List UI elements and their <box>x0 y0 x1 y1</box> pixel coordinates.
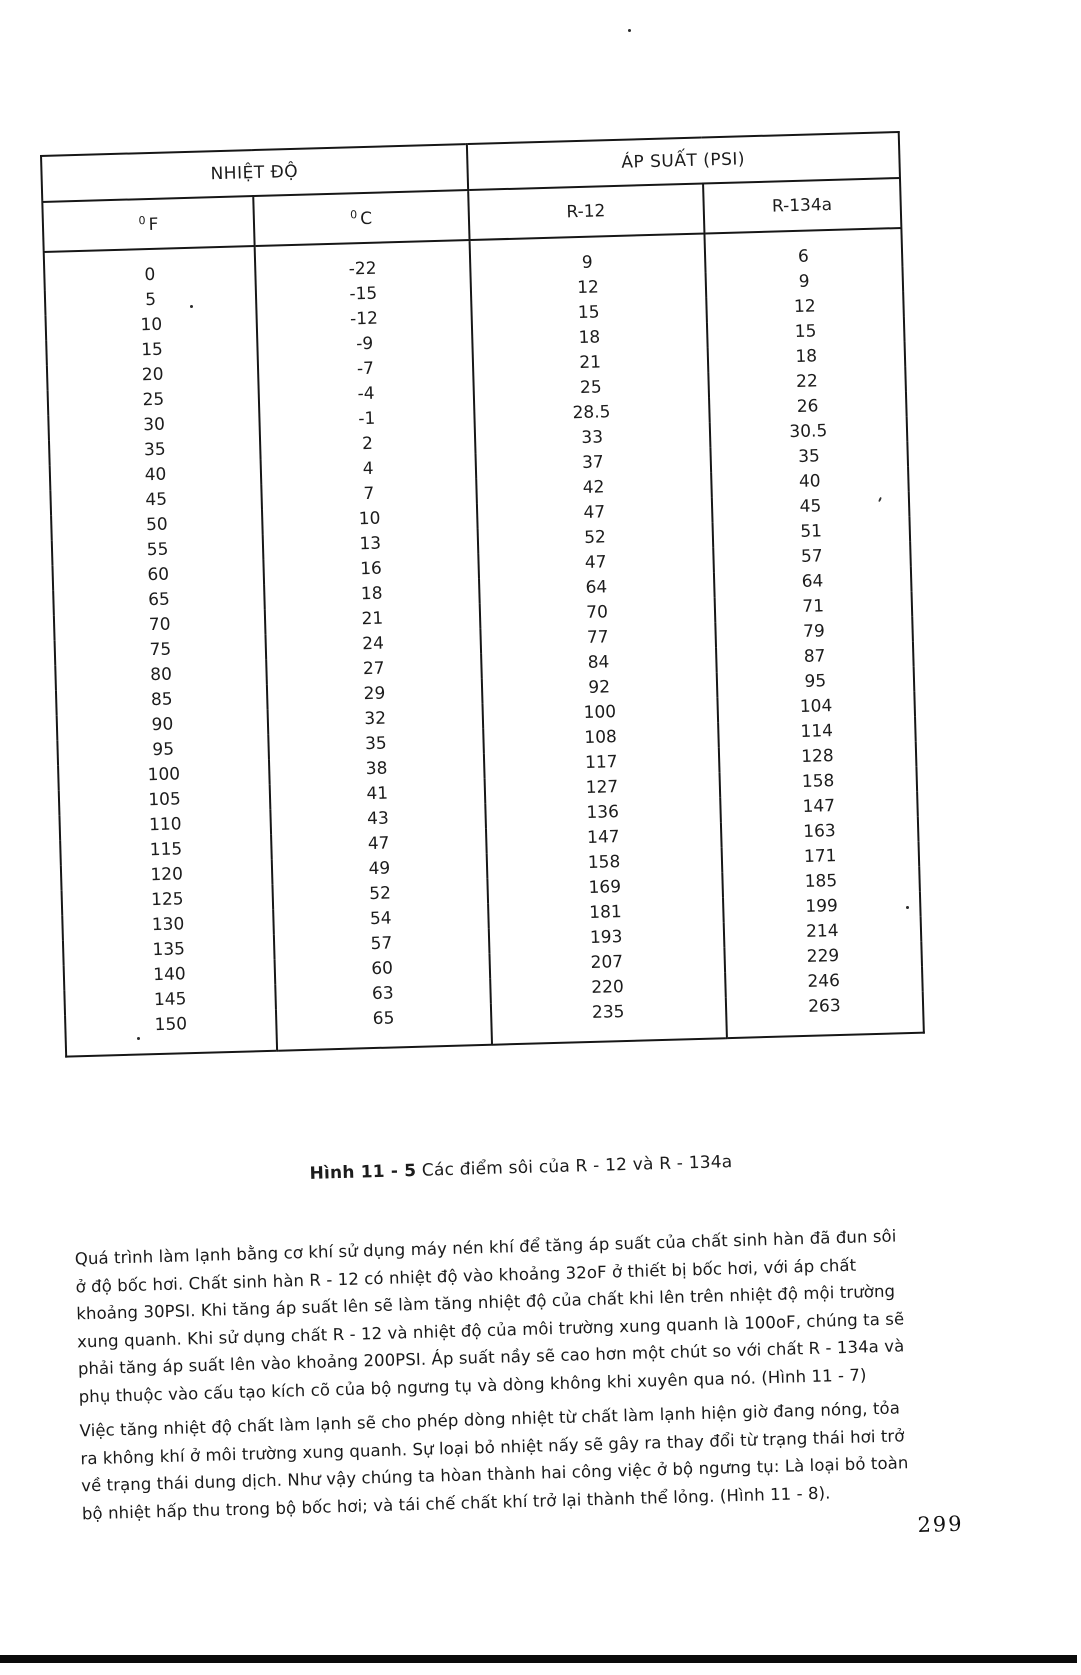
table-cell: 35 <box>143 439 166 461</box>
degree-sup: 0 <box>138 213 146 227</box>
table-cell: 28.5 <box>474 397 710 429</box>
table-cell: 45 <box>711 492 909 523</box>
table-cell: 29 <box>267 679 482 710</box>
table-cell: 71 <box>714 592 912 623</box>
table-cell: 65 <box>276 1004 492 1051</box>
table-cell: 15 <box>140 339 164 361</box>
table-cell: 21 <box>472 347 708 379</box>
table-cell: 41 <box>270 779 485 810</box>
table-cell: 158 <box>719 767 917 798</box>
table-cell: 104 <box>717 692 915 723</box>
table-cell: 220 <box>490 972 726 1004</box>
figure-caption-text: Các điểm sôi của R - 12 và R - 134a <box>416 1152 733 1181</box>
table-cell: 25 <box>473 372 709 404</box>
table-cell: 51 <box>712 517 910 548</box>
table-cell: 130 <box>151 914 185 936</box>
table-cell: -4 <box>259 379 474 410</box>
figure-caption <box>68 1145 973 1190</box>
table-cell: 87 <box>716 642 914 673</box>
table-cell: 64 <box>479 572 715 604</box>
table-cell: 45 <box>145 489 168 511</box>
table-cell: 163 <box>721 817 919 848</box>
table-cell: 207 <box>489 947 725 979</box>
column-header-celsius <box>253 190 469 246</box>
table-cell: 79 <box>715 617 913 648</box>
table-cell: 92 <box>481 672 717 704</box>
table-cell: 52 <box>273 879 488 910</box>
table-cell: 77 <box>480 622 716 654</box>
table-cell: 26 <box>709 392 907 423</box>
table-cell: 100 <box>482 697 718 729</box>
table-cell: 185 <box>722 867 920 898</box>
column-header-r134a: R-134a <box>703 178 902 233</box>
page-number: 299 <box>917 1511 964 1538</box>
table-cell: 181 <box>488 897 724 929</box>
table-cell: 115 <box>149 839 183 861</box>
table-cell: 90 <box>151 714 174 736</box>
table-cell: 7 <box>261 479 476 510</box>
table-cell: 60 <box>275 954 490 985</box>
table-cell: 35 <box>710 442 908 473</box>
table-cell: -22 <box>255 240 471 285</box>
table-cell: 35 <box>268 729 483 760</box>
table-cell: 49 <box>272 854 487 885</box>
table-cell: 42 <box>476 472 712 504</box>
table-cell: 47 <box>476 497 712 529</box>
table-cell: 147 <box>486 822 722 854</box>
table-cell: 95 <box>716 667 914 698</box>
pressure-group-header: ÁP SUẤT (PSI) <box>466 132 900 190</box>
table-cell: 47 <box>271 829 486 860</box>
table-cell: -9 <box>257 329 472 360</box>
scan-speck <box>137 1037 140 1040</box>
table-cell: 70 <box>479 597 715 629</box>
table-cell: 32 <box>268 704 483 735</box>
table-cell: 140 <box>152 964 186 986</box>
table-cell: 50 <box>145 514 168 536</box>
scan-content <box>40 130 984 1561</box>
table-cell: 214 <box>723 917 921 948</box>
table-cell: 12 <box>470 272 706 304</box>
table-cell: -1 <box>259 404 474 435</box>
scan-speck <box>628 29 631 32</box>
table-cell: 54 <box>273 904 488 935</box>
table-cell: 15 <box>471 297 707 329</box>
table-cell: 95 <box>152 739 175 761</box>
column-header-r12: R-12 <box>468 184 704 241</box>
column-header-fahrenheit <box>42 196 254 252</box>
table-cell: 9 <box>705 267 903 298</box>
table-cell: 263 <box>725 992 923 1038</box>
table-cell: 18 <box>707 342 905 373</box>
table-cell: 16 <box>263 554 478 585</box>
table-cell: 12 <box>706 292 904 323</box>
table-cell: 18 <box>264 579 479 610</box>
table-cell: 25 <box>142 389 165 411</box>
column-header-label: C <box>359 208 373 229</box>
table-cell: 84 <box>481 647 717 679</box>
table-cell: 135 <box>152 939 186 961</box>
temperature-group-header: NHIỆT ĐỘ <box>41 144 468 202</box>
table-cell: -15 <box>256 279 471 310</box>
table-cell: 5 <box>144 289 157 311</box>
table-cell: 80 <box>149 664 173 686</box>
table-cell: 114 <box>718 717 916 748</box>
table-cell: 75 <box>149 639 172 661</box>
scan-speck <box>906 906 909 909</box>
table-cell: 57 <box>713 542 911 573</box>
table-cell: -12 <box>256 304 471 335</box>
table-cell: 136 <box>485 797 721 829</box>
table-body <box>44 228 924 1057</box>
scan-speck <box>190 305 193 308</box>
degree-sup: 0 <box>349 207 358 221</box>
table-cell: 169 <box>487 872 723 904</box>
table-cell: 24 <box>266 629 481 660</box>
table-cell: 40 <box>144 464 167 486</box>
table-cell: 27 <box>266 654 481 685</box>
table-cell: 57 <box>274 929 489 960</box>
table-cell: 33 <box>474 422 710 454</box>
table-cell: 30.5 <box>709 417 907 448</box>
table-cell: -7 <box>258 354 473 385</box>
table-cell: 6 <box>704 228 902 272</box>
paragraph-1: Quá trình làm lạnh bằng cơ khí sử dụng máy nén khí để tăng áp suất của chất sinh hàn đã đun sôi ở độ bốc hơi. Chất sinh hàn R - 12 có nhiệt độ vào khoảng 32oF ở thiết bị bốc hơi, với áp chất khoảng 30PSI. Khi tăng áp suất lên sẽ làm tăng nhiệt độ của chất khi lên trên nhiệt độ mội trường xung quanh. Khi sử dụng chất R - 12 và nhiệt độ của môi trường xung quanh là 100oF, chúng ta sẽ phải tăng áp suất lên vào khoảng 200PSI. Áp suất nầy sẽ cao hơn một chút so với chất R - 134a và phụ thuộc vào cấu tạo kích cõ của bộ ngưng tụ và dòng không khi xuyên qua nó. (Hình 11 - 7) <box>74 1226 905 1406</box>
table-cell: 117 <box>483 747 719 779</box>
table-cell: 100 <box>147 764 181 786</box>
table-cell: 63 <box>275 979 490 1010</box>
table-cell: 22 <box>708 367 906 398</box>
table-cell: 64 <box>714 567 912 598</box>
table-cell: 70 <box>148 614 171 636</box>
table-cell: 30 <box>143 414 166 436</box>
column-header-label: F <box>148 214 159 235</box>
table-cell: 9 <box>469 233 705 279</box>
table-cell: 110 <box>148 814 182 836</box>
table-cell: 43 <box>270 804 485 835</box>
table-cell: 235 <box>490 997 726 1045</box>
table-cell: 229 <box>724 942 922 973</box>
table-cell: 47 <box>478 547 714 579</box>
table-cell: 40 <box>711 467 909 498</box>
table-cell: 127 <box>484 772 720 804</box>
table-cell: 60 <box>147 564 170 586</box>
paragraph-2: Việc tăng nhiệt độ chất làm lạnh sẽ cho phép dòng nhiệt từ chất làm lạnh hiện giờ đang nóng, tỏa ra không khí ở môi trường xung quanh. Sự loại bỏ nhiệt nấy sẽ gây ra thay đổi từ trạng thái hơi trở về trạng thái dung dịch. Như vậy chúng ta hòan thành hai công việc ở bộ ngưng tụ: Là loại bỏ toàn bộ nhiệt hấp thu trong bộ bốc hơi; và tái chế chất khí trở lại thành thể lỏng. (Hình 11 - 8). <box>79 1398 909 1523</box>
table-cell: 125 <box>150 889 184 911</box>
table-cell: 37 <box>475 447 711 479</box>
table-cell: 10 <box>140 314 163 336</box>
table-cell: 171 <box>721 842 919 873</box>
table-cell: 38 <box>269 754 484 785</box>
table-cell: 18 <box>472 322 708 354</box>
table-cell: 21 <box>265 604 480 635</box>
table-cell: 13 <box>263 529 478 560</box>
table-cell: 150 <box>154 1014 188 1036</box>
table-cell: 105 <box>148 789 182 811</box>
table-cell: 15 <box>707 317 905 348</box>
table-cell: 52 <box>477 522 713 554</box>
table-cell: 120 <box>150 864 184 886</box>
table-cell: 0 <box>144 264 156 286</box>
table-cell: 246 <box>725 967 923 998</box>
table-cell: 85 <box>150 689 173 711</box>
table-cell: 158 <box>486 847 722 879</box>
table-cell: 145 <box>153 989 187 1011</box>
table-cell: 108 <box>483 722 719 754</box>
table-cell: 65 <box>147 589 171 611</box>
figure-caption-label: Hình 11 - 5 <box>309 1160 417 1184</box>
table-cell: 20 <box>141 364 164 386</box>
table-cell: 193 <box>488 922 724 954</box>
table-cell: 147 <box>720 792 918 823</box>
table-cell: 10 <box>262 504 477 535</box>
table-cell: 199 <box>723 892 921 923</box>
table-cell: 128 <box>718 742 916 773</box>
boiling-points-table <box>40 131 925 1058</box>
table-cell: 55 <box>146 539 169 561</box>
table-cell: 4 <box>261 454 476 485</box>
scan-edge-artifact <box>0 1655 1077 1663</box>
table-cell: 2 <box>260 429 475 460</box>
